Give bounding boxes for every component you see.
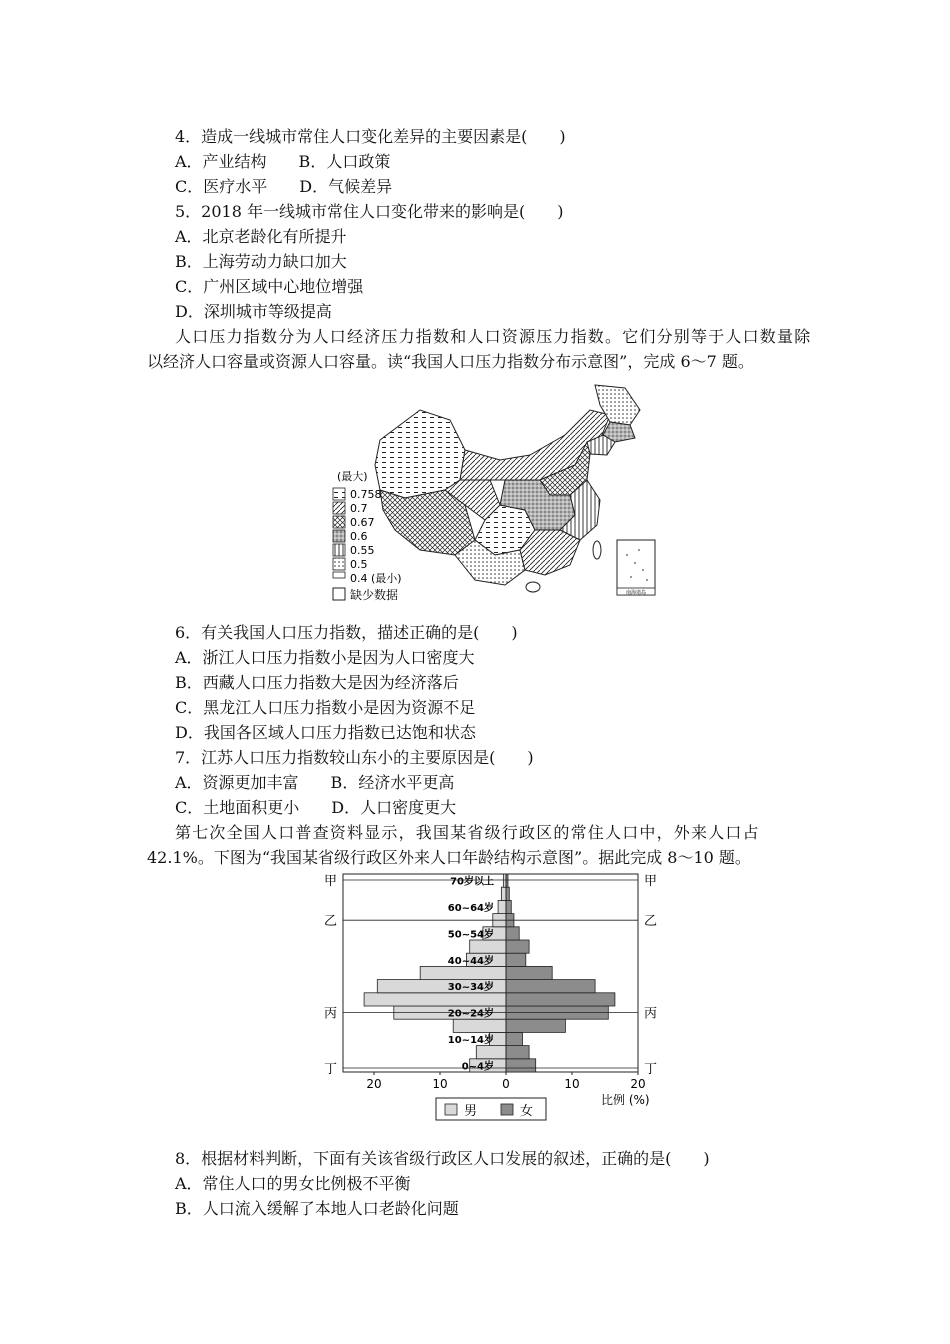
x-tick-1: 10 [432, 1077, 448, 1091]
level-marker-right-1: 乙 [644, 914, 658, 930]
legend-067: 0.67 [350, 516, 375, 529]
inset-label: 南海诸岛 [625, 590, 647, 596]
x-tick-2: 0 [502, 1077, 510, 1091]
q5-option-b: B．上海劳动力缺口加大 [175, 252, 347, 271]
age-label-12: 60~64岁 [447, 903, 494, 914]
q6-option-b: B．西藏人口压力指数大是因为经济落后 [175, 673, 459, 692]
bar-female-2 [506, 1032, 523, 1045]
legend-07: 0.7 [350, 502, 368, 515]
age-label-10: 50~54岁 [447, 929, 494, 941]
chart-legend [436, 1098, 546, 1120]
bar-male-9 [470, 940, 506, 953]
q5-option-a: A．北京老龄化有所提升 [175, 227, 347, 246]
legend-055: 0.55 [350, 544, 375, 557]
q4-options-cd: C．医疗水平 D．气候差异 [175, 177, 393, 196]
age-label-8: 40~44岁 [447, 955, 494, 967]
level-marker-right-2: 丙 [644, 1006, 658, 1022]
x-tick-3: 10 [564, 1077, 580, 1091]
age-label-2: 10~14岁 [447, 1035, 494, 1046]
bar-female-0 [506, 1059, 536, 1072]
bar-female-1 [506, 1046, 529, 1059]
q5-option-c: C．广州区域中心地位增强 [175, 277, 364, 296]
x-axis-label: 比例 (%) [601, 1093, 650, 1107]
q8-stem: 8．根据材料判断，下面有关该省级行政区人口发展的叙述，正确的是( ) [175, 1149, 710, 1168]
q5-stem: 5．2018 年一线城市常住人口变化带来的影响是( ) [175, 202, 564, 221]
x-tick-4: 20 [630, 1077, 646, 1091]
level-marker-left-0: 甲 [324, 874, 338, 889]
legend-05: 0.5 [350, 558, 368, 571]
q7-options-ab: A．资源更加丰富 B．经济水平更高 [175, 773, 455, 792]
bar-female-3 [506, 1019, 565, 1032]
bar-male-5 [364, 993, 506, 1006]
bar-female-12 [506, 900, 511, 913]
level-marker-left-3: 丁 [324, 1062, 338, 1077]
level-marker-left-1: 乙 [324, 914, 338, 930]
bar-male-3 [453, 1019, 506, 1032]
bar-female-5 [506, 993, 615, 1006]
age-label-4: 20~24岁 [447, 1008, 494, 1020]
legend-0758: 0.758 [350, 488, 382, 501]
age-structure-chart [318, 868, 663, 1128]
q8-option-a: A．常住人口的男女比例极不平衡 [175, 1174, 411, 1193]
legend-male: 男 [464, 1104, 478, 1119]
level-marker-left-2: 丙 [324, 1006, 338, 1022]
q7-stem: 7．江苏人口压力指数较山东小的主要原因是( ) [175, 748, 534, 767]
passage1-line1: 人口压力指数分为人口经济压力指数和人口资源压力指数。它们分别等于人口数量除 [175, 327, 812, 346]
bar-male-13 [501, 887, 506, 900]
legend-female-swatch [501, 1104, 513, 1115]
passage1-line2: 以经济人口容量或资源人口容量。读“我国人口压力指数分布示意图”，完成 6～7 题。 [147, 352, 754, 371]
q6-option-d: D．我国各区域人口压力指数已达饱和状态 [175, 723, 476, 742]
legend-04: 0.4 (最小) [350, 572, 402, 585]
age-label-14: 70岁以上 [450, 876, 494, 888]
region-hainan [526, 582, 540, 592]
south-china-sea-inset [617, 540, 655, 596]
bar-male-1 [476, 1046, 506, 1059]
map-legend-title: (最大) [337, 470, 368, 483]
bar-female-6 [506, 980, 595, 993]
region-taiwan [593, 541, 601, 559]
q6-stem: 6．有关我国人口压力指数，描述正确的是( ) [175, 623, 518, 642]
passage2-line1: 第七次全国人口普查资料显示，我国某省级行政区的常住人口中，外来人口占 [175, 823, 760, 842]
bar-female-10 [506, 927, 519, 940]
x-tick-0: 20 [366, 1077, 382, 1091]
q6-option-a: A．浙江人口压力指数小是因为人口密度大 [175, 648, 475, 667]
q4-options-ab: A．产业结构 B．人口政策 [175, 152, 391, 171]
age-label-6: 30~34岁 [447, 982, 494, 994]
legend-female: 女 [520, 1104, 534, 1119]
q6-option-c: C．黑龙江人口压力指数小是因为资源不足 [175, 698, 476, 717]
legend-06: 0.6 [350, 530, 368, 543]
q8-option-b: B．人口流入缓解了本地人口老龄化问题 [175, 1199, 459, 1218]
q5-option-d: D．深圳城市等级提高 [175, 302, 332, 321]
bar-female-7 [506, 966, 552, 979]
bar-male-7 [420, 966, 506, 979]
legend-missing: 缺少数据 [350, 588, 399, 602]
legend-male-swatch [445, 1104, 457, 1115]
bar-female-8 [506, 953, 526, 966]
level-marker-right-3: 丁 [644, 1062, 658, 1077]
passage2-line2: 42.1%。下图为“我国某省级行政区外来人口年龄结构示意图”。据此完成 8～10 题。 [147, 848, 751, 867]
q7-options-cd: C．土地面积更小 D．人口密度更大 [175, 798, 457, 817]
age-label-0: 0~4岁 [461, 1061, 494, 1073]
bar-male-12 [498, 900, 506, 913]
population-pressure-map [325, 380, 665, 605]
bar-female-9 [506, 940, 529, 953]
region-xinjiang [375, 410, 465, 498]
level-marker-right-0: 甲 [644, 874, 658, 889]
q4-stem: 4．造成一线城市常住人口变化差异的主要因素是( ) [175, 127, 566, 146]
